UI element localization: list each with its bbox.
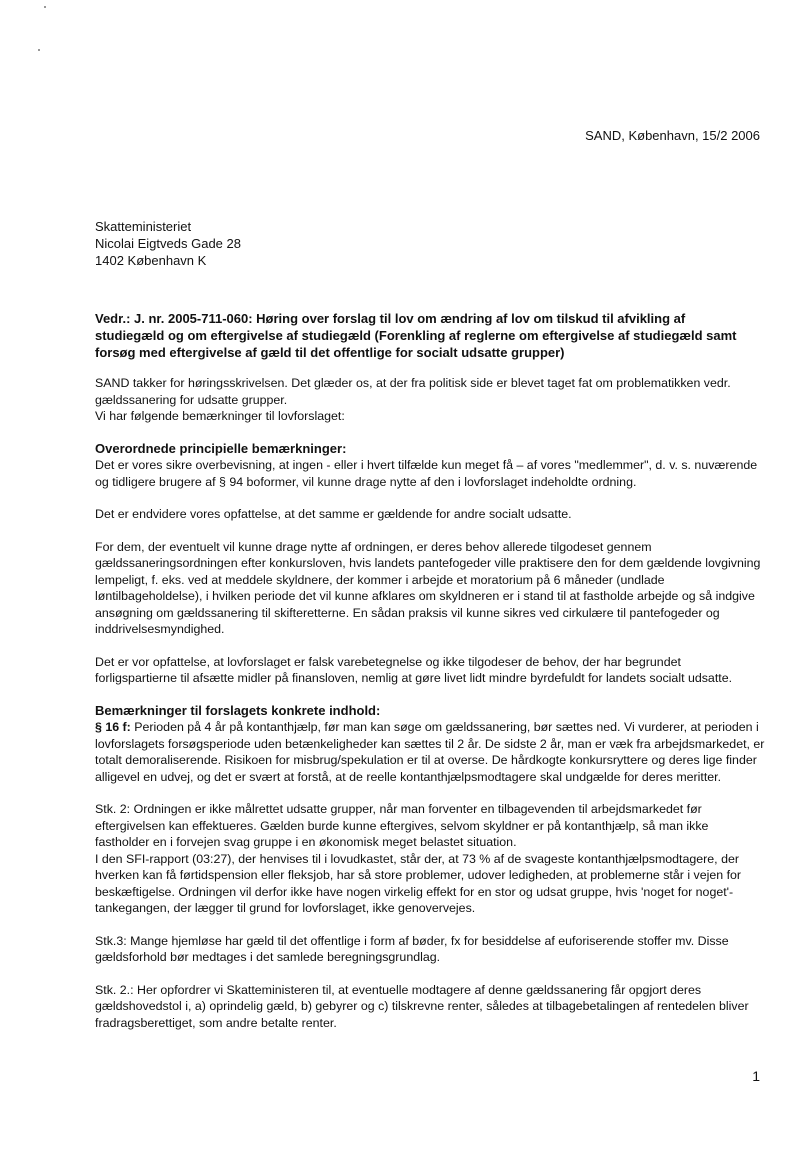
recipient-address bbox=[95, 218, 241, 269]
subject-line: Vedr.: J. nr. 2005-711-060: Høring over forslag til lov om ændring af lov om tilskud til afvikling af studiegæld og om eftergivelse af studiegæld (Forenkling af reglerne om eftergivelse af studiegæld samt forsøg med eftergivelse af gæld til det offentlige for socialt udsatte grupper) bbox=[95, 311, 737, 360]
recipient-city: 1402 København K bbox=[95, 253, 207, 268]
scan-speck bbox=[44, 6, 46, 8]
paragraph-label: § 16 f: bbox=[95, 720, 131, 734]
dateline: SAND, København, 15/2 2006 bbox=[585, 128, 760, 143]
body-paragraph: Stk.3: Mange hjemløse har gæld til det offentlige i form af bøder, fx for besiddelse af euforiserende stoffer mv. Disse gældsforhold bør medtages i det samlede beregningsgrundlag. bbox=[95, 933, 729, 964]
body-paragraph: Det er vor opfattelse, at lovforslaget er falsk varebetegnelse og ikke tilgodeser de behov, der har begrundet forligspartierne til afsætte midler på finansloven, nemlig at gøre livet lidt mindre byrdefuldt for landets socialt udsatte. bbox=[95, 654, 733, 685]
paragraph-text: Perioden på 4 år på kontanthjælp, før man kan søge om gældssanering, bør sættes ned. Vi vurderer, at perioden i lovforslagets forsøgsperiode uden betænkeligheder kan sættes til 2 år. De sidste 2 år, man er væk fra arbejdsmarkedet, er totalt demoraliserende. Risikoen for misbrug/spekulation er til at overse. De hårdkogte konkursryttere og deres lige finder alligevel en udvej, og det er svært at forstå, at de reelle kontanthjælpsmodtagere skal undgælde for deres meritter. bbox=[95, 720, 765, 784]
intro-paragraph: SAND takker for høringsskrivelsen. Det glæder os, at der fra politisk side er blevet taget fat om problematikken vedr. gældssanering for udsatte grupper. bbox=[95, 376, 731, 407]
recipient-street: Nicolai Eigtveds Gade 28 bbox=[95, 236, 241, 251]
letter-body bbox=[95, 375, 765, 1031]
body-paragraph bbox=[95, 719, 765, 785]
body-paragraph: I den SFI-rapport (03:27), der henvises til i lovudkastet, står der, at 73 % af de svageste kontanthjælpsmodtagere, der hverken kan få førtidspension eller fleksjob, har så store problemer, udover ledigheden, at problemerne står i vejen for beskæftigelse. Ordningen vil derfor ikke have nogen virkelig effekt for en stor og udsat gruppe, hvis 'noget for noget'-tankegangen, der lægger til grund for lovforslaget, ikke genovervejes. bbox=[95, 851, 742, 915]
body-paragraph: Det er vores sikre overbevisning, at ingen - eller i hvert tilfælde kun meget få – af vores "medlemmer", d. v. s. nuværende og tidligere brugere af § 94 boformer, vil kunne drage nytte af den i lovforslaget indeholdte ordning. bbox=[95, 458, 758, 489]
intro-paragraph: Vi har følgende bemærkninger til lovforslaget: bbox=[95, 409, 345, 423]
body-paragraph: Stk. 2: Ordningen er ikke målrettet udsatte grupper, når man forventer en tilbagevenden til arbejdsmarkedet før eftergivelsen kan effektueres. Gælden burde kunne eftergives, selvom skyldner er på kontanthjælp, så man ikke fastholder en i forvejen svag gruppe i en økonomisk meget belastet situation. bbox=[95, 802, 709, 849]
recipient-name: Skatteministeriet bbox=[95, 219, 192, 234]
body-paragraph: Det er endvidere vores opfattelse, at det samme er gældende for andre socialt udsatte. bbox=[95, 507, 572, 521]
section-heading: Overordnede principielle bemærkninger: bbox=[95, 440, 347, 456]
body-paragraph: Stk. 2.: Her opfordrer vi Skatteministeren til, at eventuelle modtagere af denne gældssanering får opgjort deres gældshovedstol i, a) oprindelig gæld, b) gebyrer og c) tilskrevne renter, således at tilbagebetalingen af rentedelen bliver fradragsberettiget, som andre betalte renter. bbox=[95, 982, 749, 1030]
page-number: 1 bbox=[752, 1068, 760, 1084]
scan-speck bbox=[38, 49, 40, 51]
body-paragraph: For dem, der eventuelt vil kunne drage nytte af ordningen, er deres behov allerede tilgodeset gennem gældssaneringsordningen efter konkursloven, hvis landets pantefogeder ville praktisere den for dem gældende lovgivning lempeligt, f. eks. ved at meddele skyldnere, der kommer i arbejde et moratorium på 6 måneder (undlade løntilbageholdelse), i hvilken periode det vil kunne afklares om skyldneren er i stand til at fastholde arbejde og så indgive ansøgning om gældssanering til skifteretterne. En sådan praksis vil kunne sikres ved cirkulære til pantefogeder og inddrivelsesmyndighed. bbox=[95, 539, 761, 636]
section-heading: Bemærkninger til forslagets konkrete indhold: bbox=[95, 702, 381, 718]
